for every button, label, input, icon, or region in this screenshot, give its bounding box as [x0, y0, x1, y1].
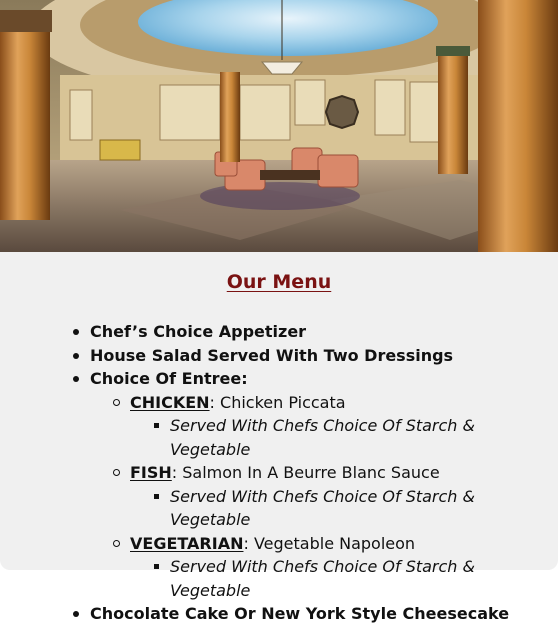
list-item — [0, 344, 558, 368]
entree-dish: Salmon In A Beurre Blanc Sauce — [177, 463, 440, 482]
entree-option-vegetarian — [90, 532, 558, 603]
entree-category: VEGETARIAN — [130, 533, 244, 553]
list-item — [0, 320, 558, 344]
entree-options — [90, 391, 558, 603]
menu-list — [0, 320, 558, 626]
menu-item-dessert: Chocolate Cake Or New York Style Cheesecake — [90, 604, 510, 623]
entree-option-fish — [90, 461, 558, 532]
entree-separator: : — [243, 533, 249, 553]
entree-category: CHICKEN — [130, 392, 210, 412]
entree-notes — [130, 485, 558, 532]
entree-option-chicken — [90, 391, 558, 462]
lobby-photo — [0, 0, 558, 252]
entree-dish: Chicken Piccata — [214, 392, 346, 412]
menu-item-entree: Choice Of Entree: — [90, 369, 248, 388]
entree-separator: : — [171, 463, 178, 482]
list-item — [0, 367, 558, 602]
entree-category: FISH — [130, 463, 172, 482]
entree-dish: Vegetable Napoleon — [248, 533, 416, 553]
menu-item-salad: House Salad Served With Two Dressings — [90, 345, 454, 365]
entree-notes — [130, 555, 558, 602]
entree-separator: : — [209, 392, 215, 412]
list-item — [0, 602, 558, 626]
menu-title: Our Menu — [226, 271, 332, 293]
entree-note: Served With Chefs Choice Of Starch & Vegetable — [130, 555, 558, 602]
entree-notes — [130, 414, 558, 461]
entree-note: Served With Chefs Choice Of Starch & Vegetable — [130, 414, 558, 461]
entree-note: Served With Chefs Choice Of Starch & Vegetable — [130, 485, 558, 532]
menu-item-appetizer: Chef’s Choice Appetizer — [90, 322, 307, 341]
